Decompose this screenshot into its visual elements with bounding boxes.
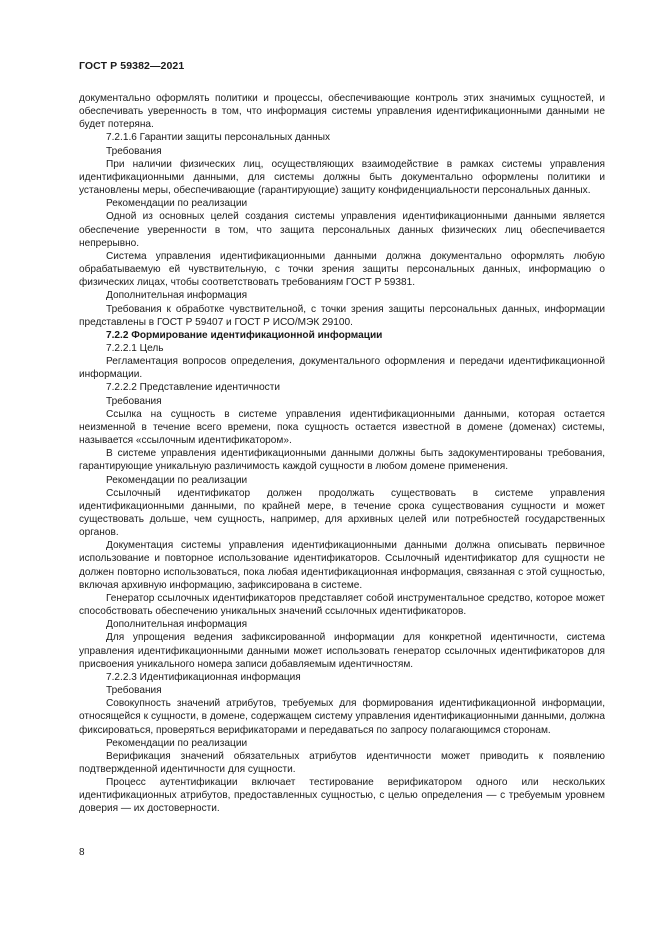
paragraph: Требования xyxy=(106,395,162,407)
document-body xyxy=(79,92,605,816)
paragraph: Рекомендации по реализации xyxy=(106,737,248,749)
paragraph: Для упрощения ведения зафиксированной информации для конкретной идентичности, система управления идентификационными данными может использовать генератор ссылочных идентификаторов для присвоения уникального номера записи добавляемым идентичностям. xyxy=(79,632,605,670)
paragraph: документально оформлять политики и процессы, обеспечивающие контроль этих значимых сущностей, и обеспечивать уверенность в том, что информация системы управления идентификационными данными не будет потеряна. xyxy=(79,93,605,131)
paragraph: При наличии физических лиц, осуществляющих взаимодействие в рамках системы управления идентификационными данными, для системы должны быть документально оформлены политики и установлены меры, обеспечивающие (гарантирующие) защиту конфиденциальности персональных данных. xyxy=(79,158,605,197)
paragraph: 7.2.2.2 Представление идентичности xyxy=(106,382,280,394)
paragraph: Документация системы управления идентификационными данными должна описывать первичное использование и повторное использование идентификаторов. Ссылочный идентификатор для сущности не должен повторно использоваться, пока любая идентификационная информация, связанная с этой сущностью, включая архивную информацию, зафиксирована в системе. xyxy=(79,540,605,591)
paragraph: Рекомендации по реализации xyxy=(106,474,248,486)
paragraph: В системе управления идентификационными данными должны быть задокументированы требования, гарантирующие уникальную различимость каждой сущности в любом домене применения. xyxy=(79,448,605,473)
paragraph: Процесс аутентификации включает тестирование верификатором одного или нескольких идентификационных атрибутов, предоставленных сущностью, с целью определения — с требуемым уровнем доверия — их достоверности. xyxy=(79,777,605,815)
paragraph: Ссылочный идентификатор должен продолжать существовать в системе управления идентификационными данными, по крайней мере, в течение срока существования сущности и может существовать дольше, чем сущность, например, для архивных целей или потребностей государственных органов. xyxy=(79,487,605,539)
page-number: 8 xyxy=(79,847,85,858)
paragraph: Одной из основных целей создания системы управления идентификационными данными является обеспечение уверенности в том, что защита персональных данных физических лиц обеспечивается непрерывно. xyxy=(79,211,605,249)
paragraph: 7.2.1.6 Гарантии защиты персональных данных xyxy=(106,132,330,144)
section-heading: 7.2.2 Формирование идентификационной информации xyxy=(106,329,383,341)
paragraph: Дополнительная информация xyxy=(106,290,248,302)
paragraph: Дополнительная информация xyxy=(106,619,248,631)
paragraph: 7.2.2.1 Цель xyxy=(106,342,164,354)
paragraph: Ссылка на сущность в системе управления идентификационными данными, которая остается неизменной в течение всего времени, пока сущность остается известной в домене (доменах) системы, называется «ссылочным идентификатором». xyxy=(79,408,605,447)
paragraph: 7.2.2.3 Идентификационная информация xyxy=(106,671,301,683)
paragraph: Верификация значений обязательных атрибутов идентичности может приводить к появлению подтвержденной идентичности для сущности. xyxy=(79,750,605,775)
paragraph: Требования xyxy=(106,145,162,157)
paragraph: Совокупность значений атрибутов, требуемых для формирования идентификационной информации, относящейся к сущности, в домене, содержащем систему управления идентификационными данными, должна фиксироваться, проверяться верификаторами и передаваться по запросу полагающимся сторонам. xyxy=(79,698,605,736)
paragraph: Требования к обработке чувствительной, с точки зрения защиты персональных данных, информации представлены в ГОСТ Р 59407 и ГОСТ Р ИСО/МЭК 29100. xyxy=(79,303,605,328)
paragraph: Регламентация вопросов определения, документального оформления и передачи идентификационной информации. xyxy=(79,356,605,381)
paragraph: Система управления идентификационными данными должна документально оформлять любую обрабатываемую ей чувствительную, с точки зрения защиты персональных данных, информацию о физических лицах, чтобы соответствовать требованиям ГОСТ Р 59381. xyxy=(79,250,605,289)
document-header: ГОСТ Р 59382—2021 xyxy=(79,60,185,72)
paragraph: Требования xyxy=(106,685,162,697)
paragraph: Рекомендации по реализации xyxy=(106,198,248,210)
paragraph: Генератор ссылочных идентификаторов представляет собой инструментальное средство, которое может способствовать обеспечению уникальных значений ссылочных идентификаторов. xyxy=(79,592,605,618)
